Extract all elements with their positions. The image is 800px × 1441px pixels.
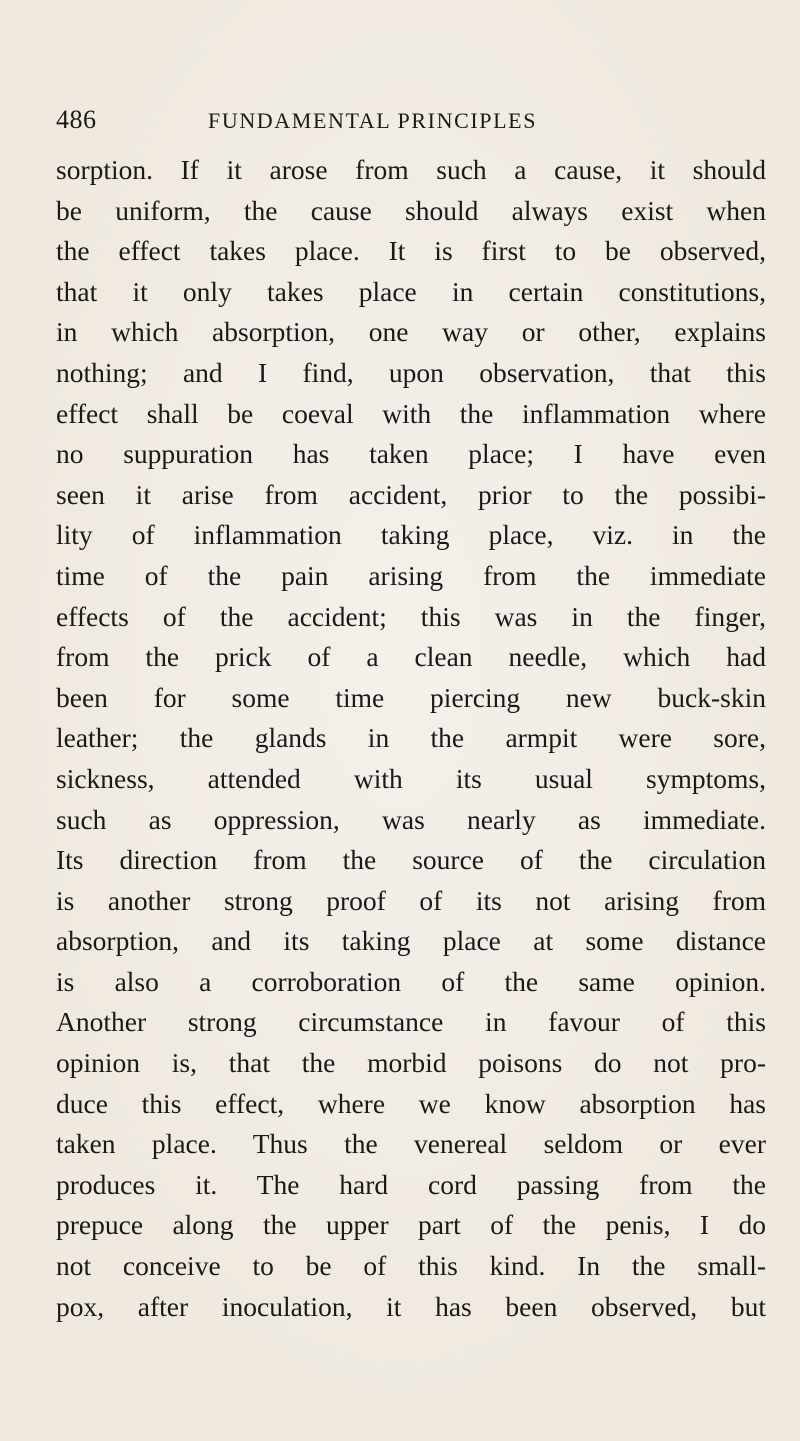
text-line: nothing; and I find, upon observation, that this bbox=[56, 356, 766, 388]
text-line: been for some time piercing new buck-skin bbox=[56, 681, 766, 713]
text-line: such as oppression, was nearly as immediate. bbox=[56, 803, 766, 835]
text-line: no suppuration has taken place; I have even bbox=[56, 438, 766, 470]
text-line: the effect takes place. It is first to be observed, bbox=[56, 235, 766, 267]
body-text bbox=[56, 150, 766, 1327]
text-line: is another strong proof of its not arising from bbox=[56, 884, 766, 916]
text-line: taken place. Thus the venereal seldom or ever bbox=[56, 1128, 766, 1160]
text-line: seen it arise from accident, prior to the possibi- bbox=[56, 478, 766, 510]
text-line: time of the pain arising from the immediate bbox=[56, 559, 766, 591]
text-line: that it only takes place in certain constitutions, bbox=[56, 275, 766, 307]
text-line: sickness, attended with its usual symptoms, bbox=[56, 762, 766, 794]
running-head bbox=[56, 102, 656, 138]
text-line: Another strong circumstance in favour of this bbox=[56, 1006, 766, 1038]
text-line: leather; the glands in the armpit were sore, bbox=[56, 722, 766, 754]
running-head-title: FUNDAMENTAL PRINCIPLES bbox=[208, 108, 538, 133]
text-line: lity of inflammation taking place, viz. in the bbox=[56, 519, 766, 551]
text-line: opinion is, that the morbid poisons do not pro- bbox=[56, 1047, 766, 1079]
text-line: produces it. The hard cord passing from the bbox=[56, 1168, 766, 1200]
text-line: is also a corroboration of the same opinion. bbox=[56, 965, 766, 997]
text-line: prepuce along the upper part of the penis, I do bbox=[56, 1209, 766, 1241]
text-line: sorption. If it arose from such a cause, it should bbox=[56, 154, 766, 185]
text-line: from the prick of a clean needle, which had bbox=[56, 641, 766, 673]
text-line: pox, after inoculation, it has been observed, but bbox=[56, 1290, 766, 1322]
page-number: 486 bbox=[56, 105, 97, 134]
text-line: duce this effect, where we know absorption has bbox=[56, 1087, 766, 1119]
text-line: in which absorption, one way or other, explains bbox=[56, 316, 766, 348]
text-line: effect shall be coeval with the inflammation where bbox=[56, 397, 766, 429]
text-line: be uniform, the cause should always exist when bbox=[56, 194, 766, 226]
text-line: not conceive to be of this kind. In the small- bbox=[56, 1250, 766, 1282]
text-line: absorption, and its taking place at some distance bbox=[56, 925, 766, 957]
text-line: effects of the accident; this was in the finger, bbox=[56, 600, 766, 632]
text-line: Its direction from the source of the circulation bbox=[56, 844, 766, 876]
